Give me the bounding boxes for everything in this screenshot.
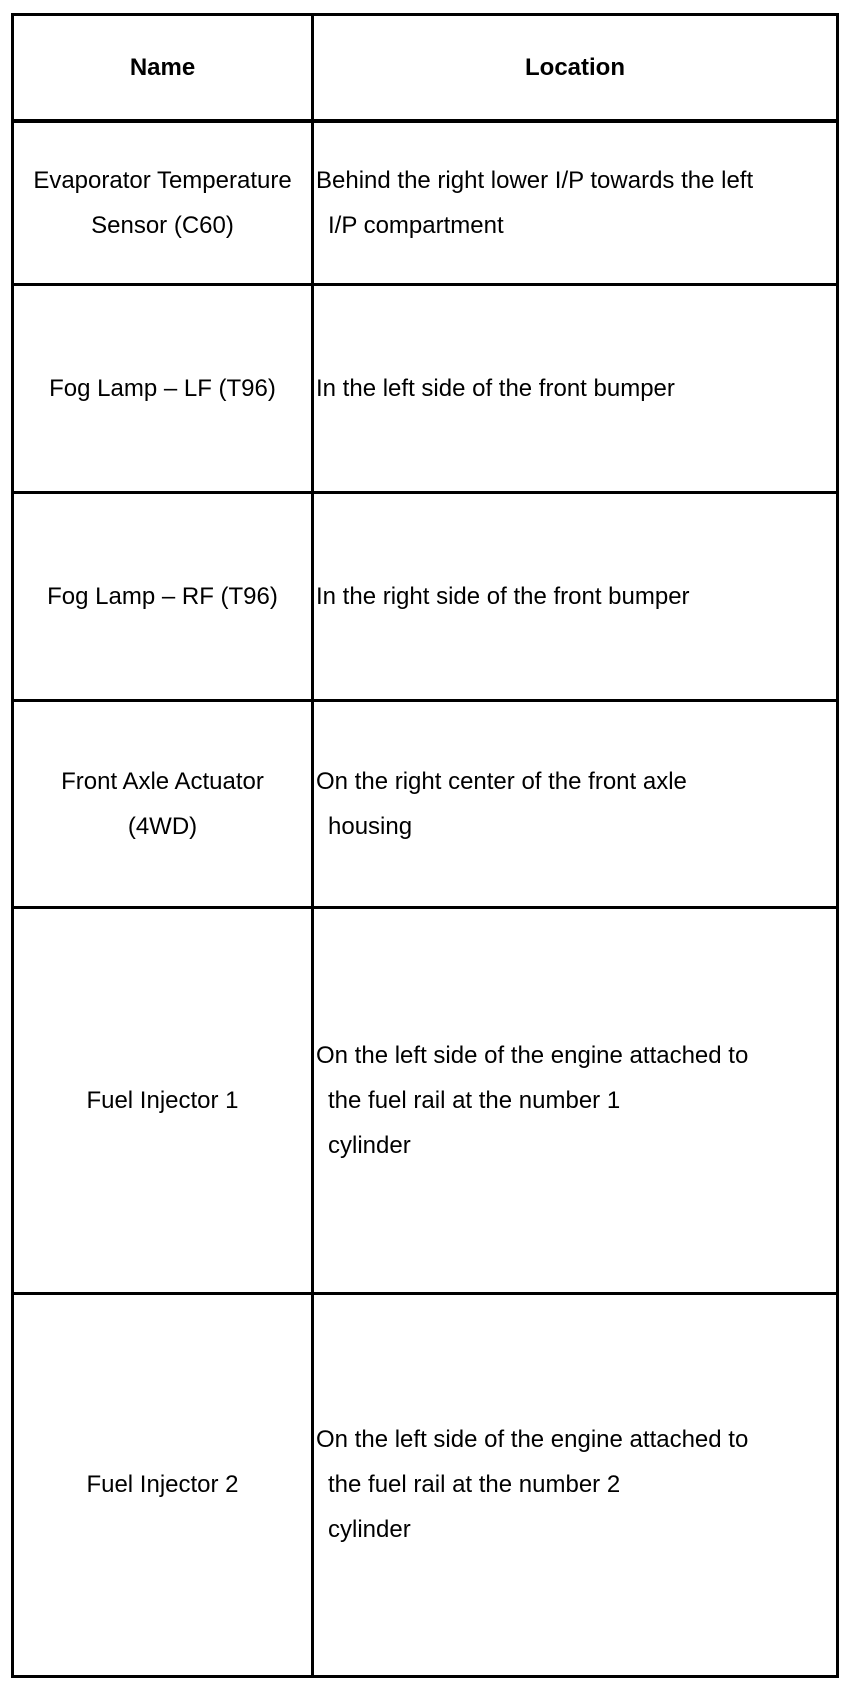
component-name-line: Fog Lamp – RF (T96) <box>47 582 278 610</box>
component-name-cell <box>13 700 313 908</box>
component-location-cell <box>313 908 838 1293</box>
component-name-line: Evaporator Temperature <box>33 167 292 195</box>
component-name-cell <box>13 1293 313 1676</box>
location-line: I/P compartment <box>328 212 504 240</box>
component-location-cell <box>313 700 838 908</box>
location-line: In the right side of the front bumper <box>316 582 690 610</box>
location-line: In the left side of the front bumper <box>316 374 675 402</box>
table-row <box>13 121 838 285</box>
component-location-cell <box>313 492 838 700</box>
name-column-header: Name <box>13 15 313 122</box>
component-name-line: Fuel Injector 2 <box>86 1471 239 1499</box>
table-row <box>13 908 838 1293</box>
location-line: the fuel rail at the number 2 <box>328 1471 621 1499</box>
component-name-cell <box>13 285 313 493</box>
component-name-line: Front Axle Actuator <box>61 767 264 795</box>
header-row <box>13 15 838 122</box>
component-name-cell <box>13 492 313 700</box>
component-location-cell <box>313 285 838 493</box>
component-name-line: Fog Lamp – LF (T96) <box>49 374 276 402</box>
location-line: cylinder <box>328 1516 411 1544</box>
component-name-cell <box>13 908 313 1293</box>
component-location-cell <box>313 1293 838 1676</box>
location-line: the fuel rail at the number 1 <box>328 1086 621 1114</box>
location-line: On the left side of the engine attached to <box>316 1426 749 1454</box>
table-row <box>13 285 838 493</box>
table-row <box>13 1293 838 1676</box>
location-column-header: Location <box>313 15 838 122</box>
component-location-table <box>11 13 839 1678</box>
component-name-line: (4WD) <box>127 812 198 840</box>
component-name-line: Sensor (C60) <box>91 212 234 240</box>
location-line: On the right center of the front axle <box>316 767 687 795</box>
component-name-line: Fuel Injector 1 <box>86 1086 239 1114</box>
location-line: Behind the right lower I/P towards the left <box>316 167 754 195</box>
table-row <box>13 700 838 908</box>
component-name-cell <box>13 121 313 285</box>
location-line: housing <box>328 812 413 840</box>
component-location-cell <box>313 121 838 285</box>
location-line: cylinder <box>328 1131 411 1159</box>
location-line: On the left side of the engine attached to <box>316 1041 749 1069</box>
table-row <box>13 492 838 700</box>
